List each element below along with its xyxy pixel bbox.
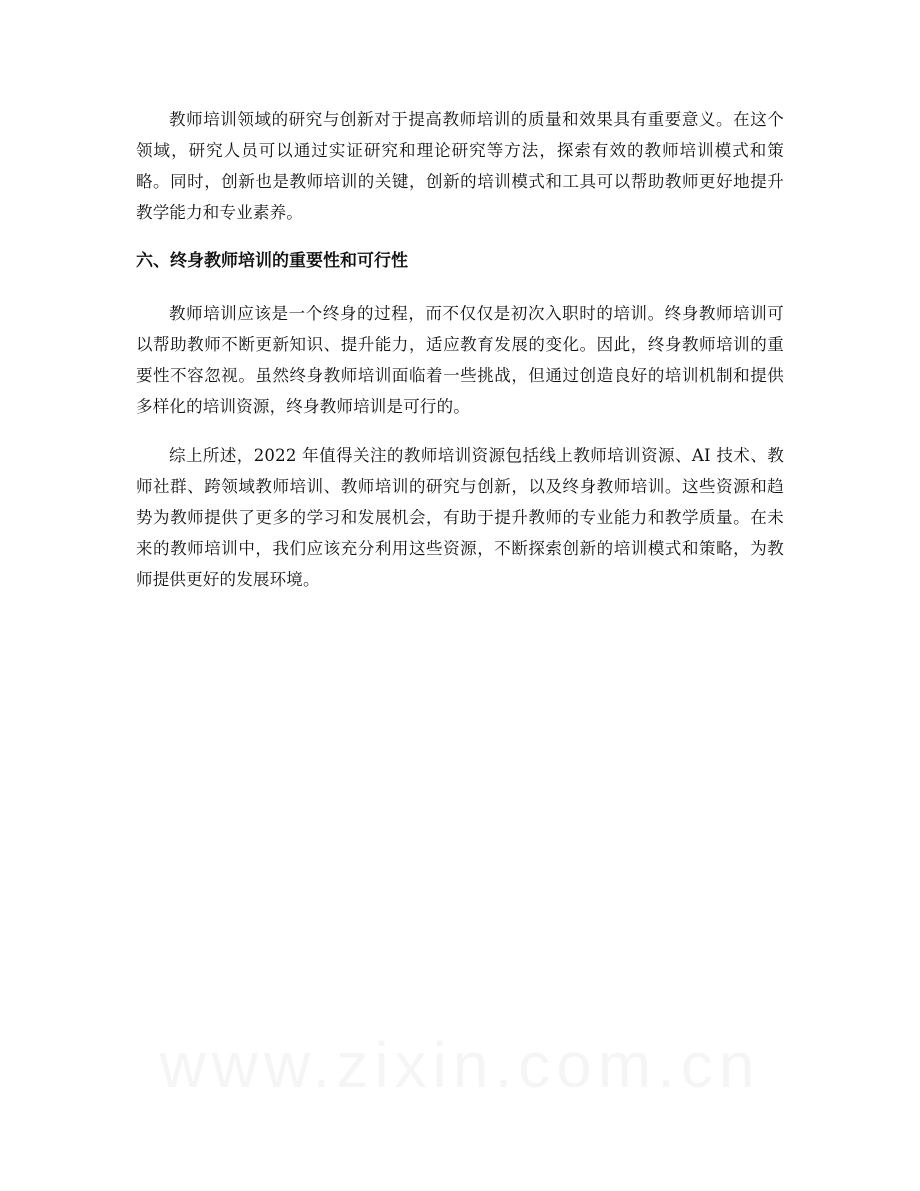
watermark: [0, 1028, 920, 1102]
paragraph-research-innovation: 教师培训领域的研究与创新对于提高教师培训的质量和效果具有重要意义。在这个领域，研究人员可以通过实证研究和理论研究等方法，探索有效的教师培训模式和策略。同时，创新也是教师培训的关键，创新的培训模式和工具可以帮助教师更好地提升教学能力和专业素养。: [136, 110, 784, 222]
paragraph-conclusion: 综上所述，2022 年值得关注的教师培训资源包括线上教师培训资源、AI 技术、教师社群、跨领域教师培训、教师培训的研究与创新，以及终身教师培训。这些资源和趋势为教师提供了更多的学习和发展机会，有助于提升教师的专业能力和教学质量。在未来的教师培训中，我们应该充分利用这些资源，不断探索创新的培训模式和策略，为教师提供更好的发展环境。: [136, 446, 784, 589]
document-body: [136, 104, 784, 613]
section-heading: 六、终身教师培训的重要性和可行性: [136, 251, 408, 271]
paragraph-lifelong-training: 教师培训应该是一个终身的过程，而不仅仅是初次入职时的培训。终身教师培训可以帮助教师不断更新知识、提升能力，适应教育发展的变化。因此，终身教师培训的重要性不容忽视。虽然终身教师培训面临着一些挑战，但通过创造良好的培训机制和提供多样化的培训资源，终身教师培训是可行的。: [136, 304, 784, 416]
